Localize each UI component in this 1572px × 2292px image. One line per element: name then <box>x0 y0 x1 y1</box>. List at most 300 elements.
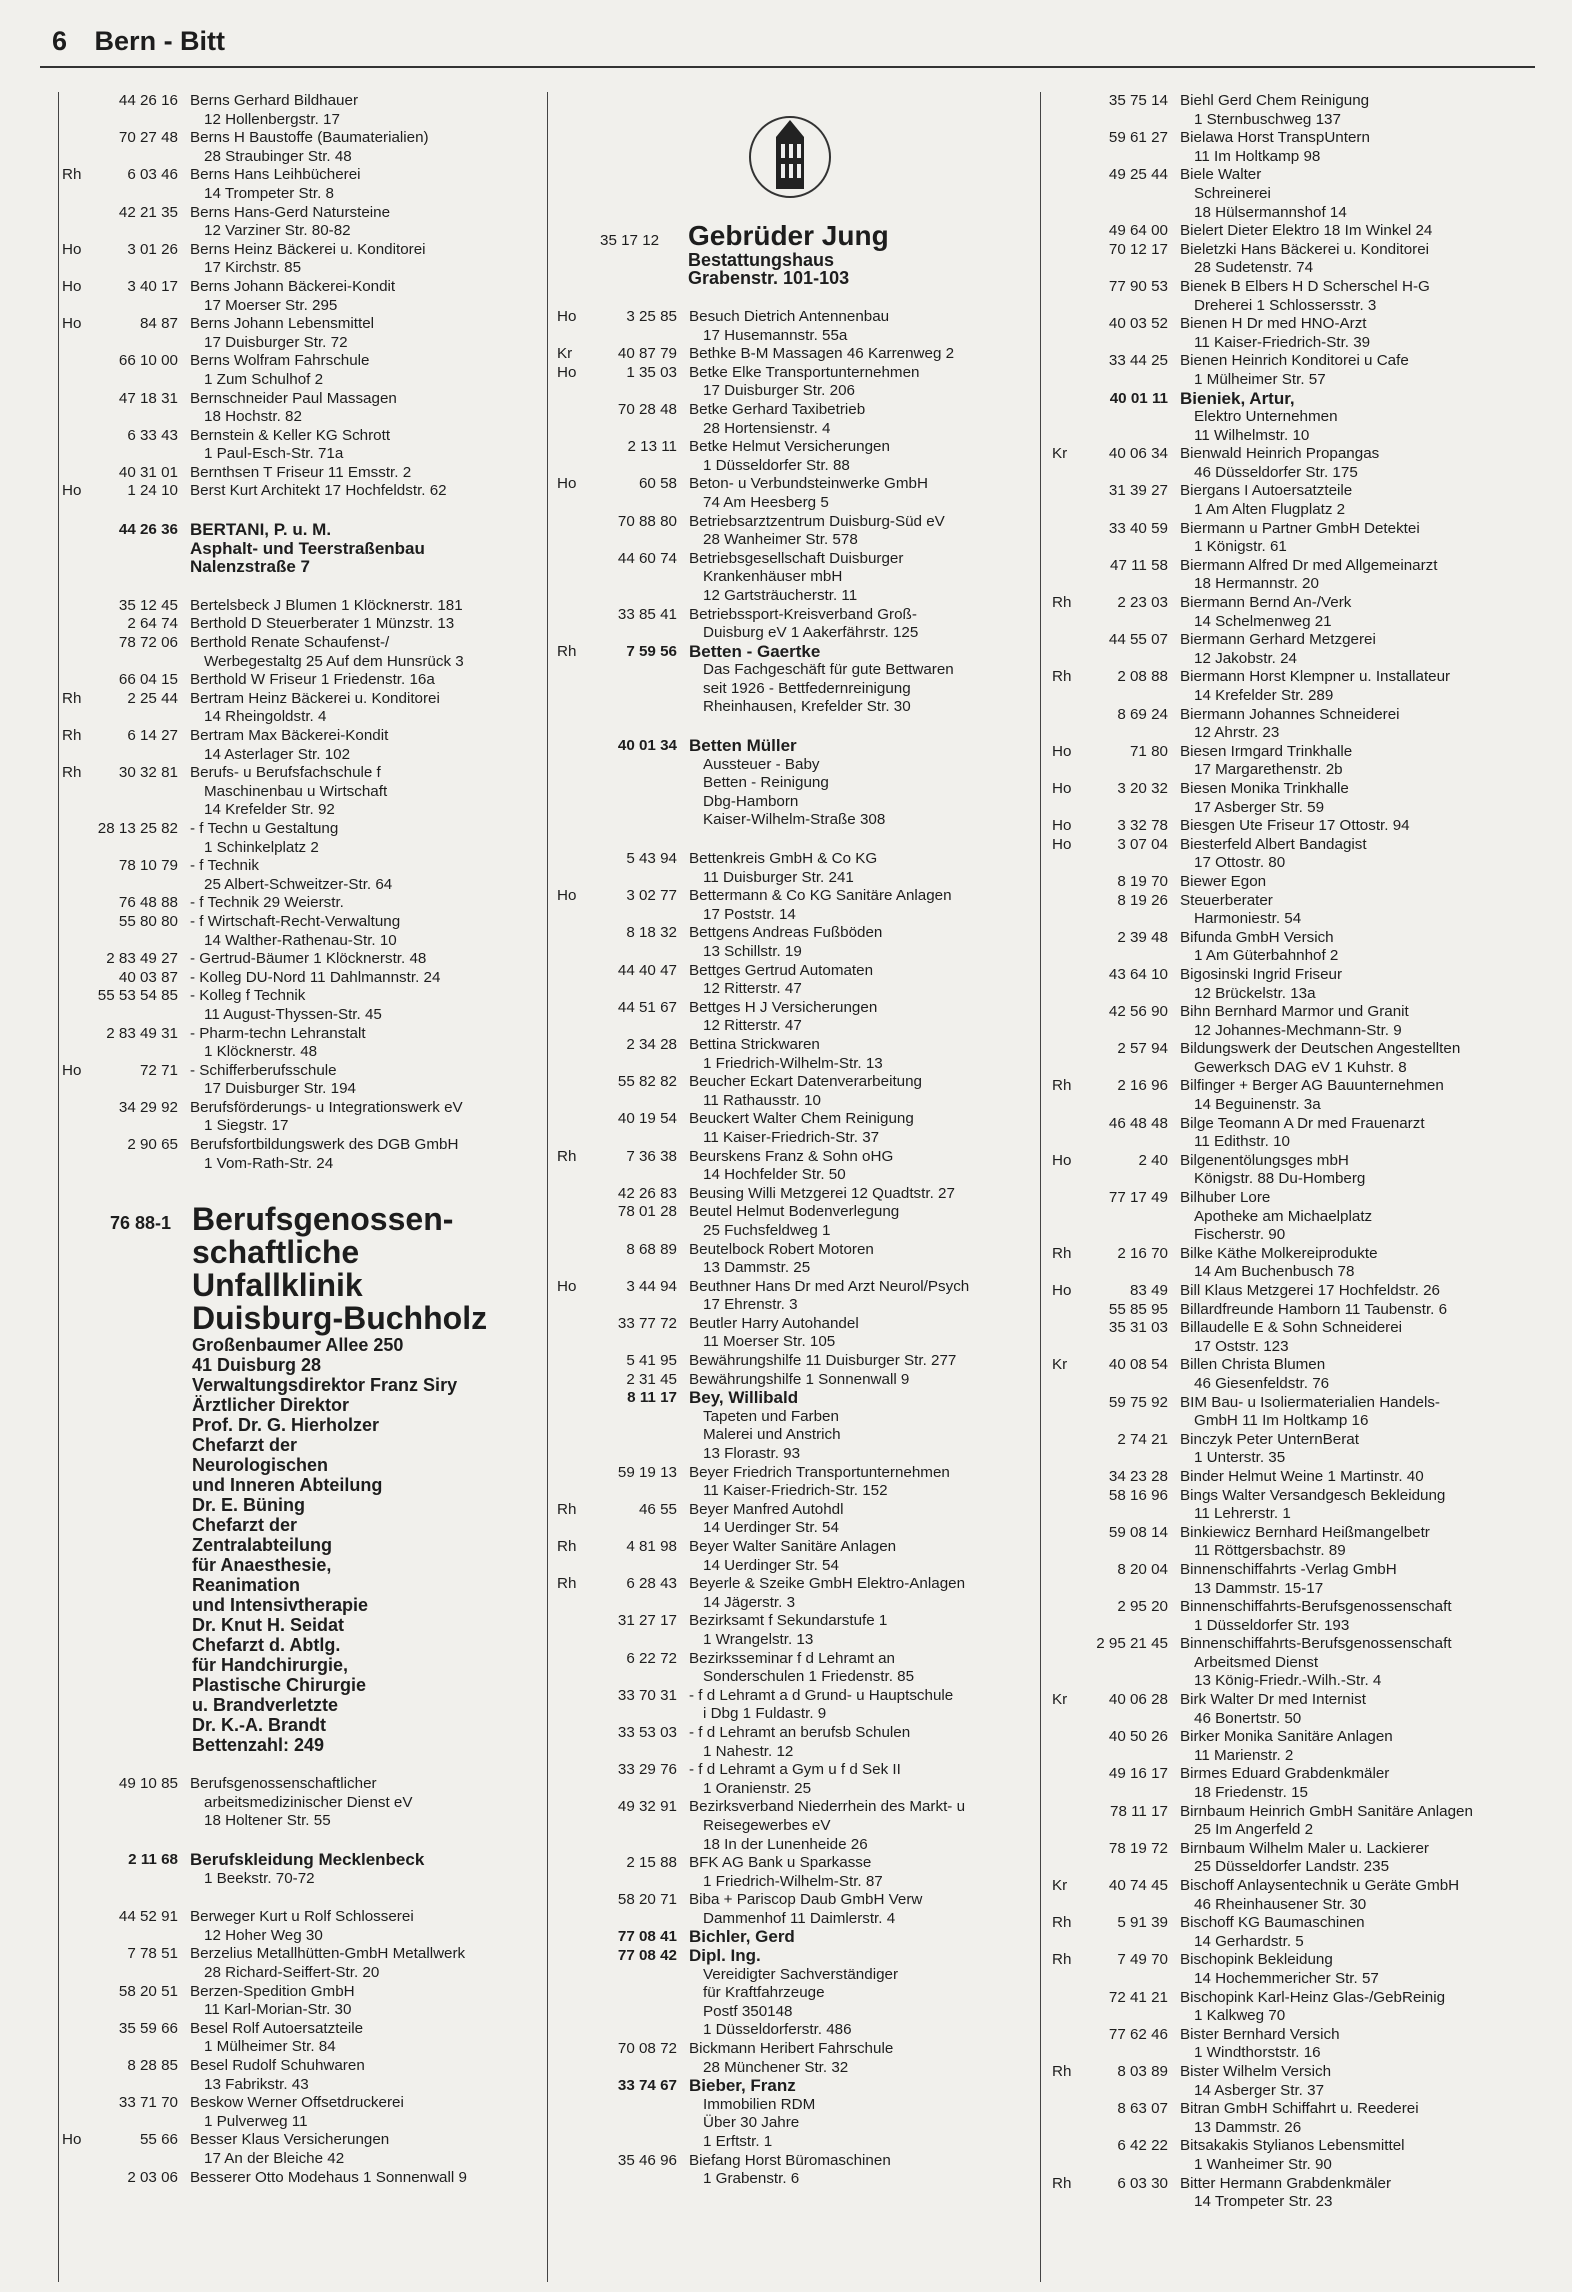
entry-name: Berzen-Spedition GmbH <box>190 1982 355 2000</box>
phone-number: 8 03 89 <box>1117 2062 1168 2080</box>
entry-name: Binnenschiffahrts-Berufsgenossenschaft <box>1180 1598 1452 1616</box>
entry-detail: 11 Kaiser-Friedrich-Str. 152 <box>703 1482 888 1500</box>
klinik-line: Verwaltungsdirektor Franz Siry <box>192 1375 458 1396</box>
area-code: Ho <box>557 475 577 493</box>
entry-name: Bewährungshilfe 11 Duisburger Str. 277 <box>689 1352 957 1370</box>
entry-name: Beuckert Walter Chem Reinigung <box>689 1110 914 1128</box>
entry-name: Betriebsarztzentrum Duisburg-Süd eV <box>689 512 945 530</box>
klinik-line: und Intensivtherapie <box>192 1595 369 1616</box>
phone-number: 40 08 54 <box>1108 1356 1168 1374</box>
area-code: Rh <box>1052 2062 1072 2080</box>
entry-detail: Reisegewerbes eV <box>703 1816 831 1834</box>
entry-name: Bienek B Elbers H D Scherschel H-G <box>1180 277 1430 295</box>
phone-number: 31 27 17 <box>617 1612 677 1630</box>
listing-entry <box>62 2057 542 2094</box>
area-code: Ho <box>1052 742 1072 760</box>
listing-entry <box>555 1538 1035 1575</box>
phone-number: 77 08 41 <box>617 1928 677 1946</box>
entry-name: Besel Rolf Autoersatzteile <box>190 2019 364 2037</box>
listing-entry <box>1046 706 1536 743</box>
column-rule <box>1040 92 1041 2282</box>
entry-detail: 14 Asterlager Str. 102 <box>204 745 351 763</box>
entry-name: Bieniek, Artur, <box>1180 388 1295 408</box>
listing-entry <box>1046 1765 1536 1802</box>
phone-number: 5 41 95 <box>626 1352 677 1370</box>
area-code: Rh <box>1052 668 1072 686</box>
area-code: Ho <box>62 277 82 295</box>
entry-name: Beuthner Hans Dr med Arzt Neurol/Psych <box>689 1277 970 1295</box>
entry-name: Bielert Dieter Elektro 18 Im Winkel 24 <box>1180 222 1433 240</box>
entry-detail: Arbeitsmed Dienst <box>1194 1653 1319 1671</box>
phone-number: 49 25 44 <box>1108 166 1168 184</box>
phone-number: 35 31 03 <box>1108 1319 1168 1337</box>
entry-detail: 14 Rheingoldstr. 4 <box>204 708 327 726</box>
phone-number: 1 35 03 <box>626 363 677 381</box>
entry-name: Biesgen Ute Friseur 17 Ottostr. 94 <box>1180 817 1410 835</box>
area-code: Ho <box>62 482 82 500</box>
phone-number: 2 15 88 <box>626 1854 677 1872</box>
phone-number: 59 08 14 <box>1108 1523 1168 1541</box>
listing-entry <box>1046 92 1536 129</box>
entry-detail: 18 Friedenstr. 15 <box>1194 1784 1308 1802</box>
entry-detail: 1 Pulverweg 11 <box>204 2112 308 2130</box>
phone-number: 34 23 28 <box>1108 1467 1168 1485</box>
entry-name: BFK AG Bank u Sparkasse <box>689 1854 872 1872</box>
listing-entry <box>1046 1394 1536 1431</box>
phone-number: 6 28 43 <box>626 1575 677 1593</box>
entry-name: Betriebsgesellschaft Duisburger <box>689 549 904 567</box>
entry-detail: 11 Wilhelmstr. 10 <box>1194 426 1310 444</box>
listing-entry <box>62 464 542 483</box>
entry-detail: 74 Am Heesberg 5 <box>703 493 829 511</box>
entry-detail: seit 1926 - Bettfedernreinigung <box>703 679 911 697</box>
listing-entry <box>1046 2100 1536 2137</box>
phone-number: 7 36 38 <box>626 1147 677 1165</box>
phone-number: 43 64 10 <box>1108 965 1168 983</box>
phone-number: 70 88 80 <box>617 512 677 530</box>
listing-entry <box>62 950 542 969</box>
phone-number: 2 11 68 <box>128 1851 178 1869</box>
entry-detail: 14 Hochemmericher Str. 57 <box>1194 1969 1379 1987</box>
listing-entry <box>555 1650 1035 1687</box>
listing-entry <box>1046 1487 1536 1524</box>
listing-entry <box>62 634 542 671</box>
entry-name: Bienwald Heinrich Propangas <box>1180 445 1380 463</box>
area-code: Rh <box>557 642 577 660</box>
listing-entry <box>1046 1077 1536 1114</box>
entry-name: Biergans I Autoersatzteile <box>1180 482 1353 500</box>
phone-number: 40 03 52 <box>1108 315 1168 333</box>
listing-entry <box>62 2020 542 2057</box>
entry-name: Biermann Gerhard Metzgerei <box>1180 631 1376 649</box>
listing-entry <box>1046 1989 1536 2026</box>
entry-detail: Dammenhof 11 Daimlerstr. 4 <box>703 1909 896 1927</box>
entry-detail: Fischerstr. 90 <box>1194 1226 1286 1244</box>
entry-detail: Harmoniestr. 54 <box>1194 910 1302 928</box>
entry-name: Beusing Willi Metzgerei 12 Quadtstr. 27 <box>689 1184 955 1202</box>
area-code: Ho <box>1052 1151 1072 1169</box>
entry-detail: 1 Klöcknerstr. 48 <box>204 1043 318 1061</box>
entry-name: Betke Elke Transportunternehmen <box>689 363 920 381</box>
entry-detail: 18 Hermannstr. 20 <box>1194 575 1319 593</box>
entry-name: Bings Walter Versandgesch Bekleidung <box>1180 1486 1446 1504</box>
phone-number: 70 08 72 <box>617 2040 677 2058</box>
entry-detail: 1 Windthorststr. 16 <box>1194 2044 1321 2062</box>
klinik-line: 41 Duisburg 28 <box>192 1355 322 1376</box>
entry-name: - f Techn u Gestaltung <box>190 819 339 837</box>
entry-detail: 1 Wrangelstr. 13 <box>703 1630 814 1648</box>
listing-entry <box>555 737 1035 830</box>
entry-detail: 17 Kirchstr. 85 <box>204 259 302 277</box>
entry-name: Dipl. Ing. <box>689 1946 761 1966</box>
listing-entry <box>62 129 542 166</box>
entry-name: Berns Heinz Bäckerei u. Konditorei <box>190 240 426 258</box>
klinik-line: Plastische Chirurgie <box>192 1675 367 1696</box>
listing-entry <box>1046 1245 1536 1282</box>
column-rule <box>58 92 59 2282</box>
entry-detail: 18 Hülsermannshof 14 <box>1194 203 1347 221</box>
area-code: Ho <box>1052 835 1072 853</box>
phone-number: 55 53 54 85 <box>97 987 178 1005</box>
entry-name: Beyer Walter Sanitäre Anlagen <box>689 1538 897 1555</box>
entry-detail: 17 Ottostr. 80 <box>1194 854 1286 872</box>
phone-number: 34 29 92 <box>118 1098 178 1116</box>
phone-number: 3 02 77 <box>626 887 677 905</box>
listing-entry <box>62 427 542 464</box>
phone-number: 44 26 36 <box>118 521 178 539</box>
entry-detail: 28 Richard-Seiffert-Str. 20 <box>204 1964 380 1981</box>
entry-detail: Duisburg eV 1 Aakerfährstr. 125 <box>703 624 919 642</box>
entry-name: BERTANI, P. u. M. <box>190 520 332 540</box>
entry-name: Bitter Hermann Grabdenkmäler <box>1180 2174 1392 2192</box>
listing-entry <box>62 1136 542 1173</box>
entry-name: Beutler Harry Autohandel <box>689 1314 859 1332</box>
entry-detail: 28 Wanheimer Str. 578 <box>703 531 858 549</box>
entry-name: - f Technik <box>190 857 259 875</box>
entry-detail: 11 Duisburger Str. 241 <box>703 868 854 886</box>
entry-detail: Dbg-Hamborn <box>703 792 799 810</box>
entry-detail: 1 Sternbuschweg 137 <box>1194 110 1341 128</box>
area-code: Rh <box>1052 1951 1072 1969</box>
listing-entry <box>555 1073 1035 1110</box>
phone-number: 8 19 70 <box>1117 872 1168 890</box>
phone-number: 55 82 82 <box>617 1073 677 1091</box>
listing-entry <box>555 1854 1035 1891</box>
entry-detail: 14 Uerdinger Str. 54 <box>703 1556 839 1574</box>
listing-entry <box>555 1278 1035 1315</box>
entry-detail: Rheinhausen, Krefelder Str. 30 <box>703 698 911 716</box>
klinik-title: Duisburg-Buchholz <box>192 1300 488 1337</box>
entry-detail: 11 Lehrerstr. 1 <box>1194 1505 1291 1523</box>
entry-name: Bilge Teomann A Dr med Frauenarzt <box>1180 1114 1425 1132</box>
listing-entry <box>555 1798 1035 1854</box>
phone-number: 58 20 71 <box>617 1891 677 1909</box>
phone-number: 40 03 87 <box>118 968 178 986</box>
entry-name: Binnenschiffahrts-Berufsgenossenschaft <box>1180 1635 1452 1653</box>
klinik-line: Chefarzt d. Abtlg. <box>192 1635 341 1656</box>
phone-number: 66 04 15 <box>118 671 178 689</box>
entry-detail: 28 Straubinger Str. 48 <box>204 147 352 165</box>
entry-name: Berns Gerhard Bildhauer <box>190 92 358 109</box>
entry-detail: Elektro Unternehmen <box>1194 408 1338 426</box>
phone-number: 3 20 32 <box>1117 779 1168 797</box>
entry-name: Bernthsen T Friseur 11 Emsstr. 2 <box>190 463 412 481</box>
entry-detail: 25 Düsseldorfer Landstr. 235 <box>1194 1858 1390 1876</box>
listing-entry <box>1046 352 1536 389</box>
listing-entry <box>1046 2063 1536 2100</box>
area-code: Kr <box>1052 1877 1068 1894</box>
listing-entry <box>555 550 1035 606</box>
entry-detail: 1 Paul-Esch-Str. 71a <box>204 445 344 463</box>
phone-number: 6 14 27 <box>127 727 178 744</box>
entry-detail: 17 Husemannstr. 55a <box>703 326 848 344</box>
entry-detail: Nalenzstraße 7 <box>190 557 310 577</box>
phone-number: 40 87 79 <box>617 345 677 363</box>
phone-number: 49 32 91 <box>617 1798 677 1816</box>
entry-detail: 1 Nahestr. 12 <box>703 1742 794 1760</box>
entry-name: Biermann Horst Klempner u. Installateur <box>1180 668 1451 686</box>
entry-name: Berns Wolfram Fahrschule <box>190 352 370 370</box>
entry-name: Berthold Renate Schaufenst-/ <box>190 634 390 652</box>
phone-number: 6 03 46 <box>127 166 178 184</box>
phone-number: 3 44 94 <box>626 1277 677 1295</box>
entry-name: Bilhuber Lore <box>1180 1189 1271 1207</box>
phone-number: 78 10 79 <box>118 857 178 875</box>
phone-number: 1 24 10 <box>127 482 178 500</box>
phone-number: 40 01 11 <box>1109 389 1168 407</box>
phone-number: 40 06 34 <box>1108 445 1168 463</box>
entry-detail: 17 Asberger Str. 59 <box>1194 798 1325 816</box>
entry-detail: 12 Ahrstr. 23 <box>1194 724 1280 742</box>
listing-entry <box>555 999 1035 1036</box>
listing-entry <box>555 1612 1035 1649</box>
listing-entry <box>1046 129 1536 166</box>
entry-name: Bettenkreis GmbH & Co KG <box>689 850 878 868</box>
listing-entry <box>1046 1524 1536 1561</box>
entry-name: Berzelius Metallhütten-GmbH Metallwerk <box>190 1945 466 1963</box>
entry-detail: 12 Ritterstr. 47 <box>703 980 802 998</box>
entry-name: Bernstein & Keller KG Schrott <box>190 426 391 444</box>
entry-name: Biehl Gerd Chem Reinigung <box>1180 92 1370 109</box>
phone-number: 7 49 70 <box>1117 1951 1168 1969</box>
phone-number: 3 01 26 <box>127 240 178 258</box>
entry-name: Binnenschiffahrts -Verlag GmbH <box>1180 1560 1397 1578</box>
entry-name: Steuerberater <box>1180 891 1273 909</box>
phone-number: 77 08 42 <box>617 1947 677 1965</box>
listing-entry <box>555 1315 1035 1352</box>
listing-entry <box>62 1775 542 1831</box>
listing-entry <box>1046 1319 1536 1356</box>
entry-name: Betke Gerhard Taxibetrieb <box>689 400 866 418</box>
area-code: Ho <box>62 315 82 333</box>
entry-detail: 1 Mülheimer Str. 84 <box>204 2038 336 2056</box>
entry-name: Bihn Bernhard Marmor und Granit <box>1180 1003 1409 1021</box>
entry-detail: 1 Erftstr. 1 <box>703 2133 773 2150</box>
listing-entry <box>1046 1003 1536 1040</box>
phone-number: 35 75 14 <box>1108 92 1168 109</box>
entry-name: Biermann Johannes Schneiderei <box>1180 705 1400 723</box>
phone-number: 78 11 17 <box>1110 1802 1168 1820</box>
phone-number: 8 63 07 <box>1117 2100 1168 2118</box>
phone-number: 55 80 80 <box>118 912 178 930</box>
entry-detail: 1 Königstr. 61 <box>1194 538 1287 556</box>
klinik-line: Dr. Knut H. Seidat <box>192 1615 345 1636</box>
listing-entry <box>555 1036 1035 1073</box>
listing-entry <box>555 1501 1035 1538</box>
entry-name: Bezirksseminar f d Lehramt an <box>689 1649 895 1667</box>
phone-number: 2 25 44 <box>127 689 178 707</box>
entry-detail: 14 Trompeter Str. 23 <box>1194 2193 1333 2211</box>
entry-name: Besuch Dietrich Antennenbau <box>689 308 890 325</box>
entry-name: Betten - Gaertke <box>689 641 821 661</box>
listing-entry <box>555 513 1035 550</box>
phone-number: 2 83 49 27 <box>106 950 178 968</box>
entry-detail: 1 Zum Schulhof 2 <box>204 370 324 388</box>
entry-name: Bister Bernhard Versich <box>1180 2025 1340 2043</box>
entry-detail: Sonderschulen 1 Friedenstr. 85 <box>703 1668 915 1686</box>
entry-name: Biesen Monika Trinkhalle <box>1180 779 1349 797</box>
phone-number: 7 78 51 <box>127 1945 178 1963</box>
listing-entry <box>62 1945 542 1982</box>
entry-name: Bischopink Bekleidung <box>1180 1951 1333 1969</box>
entry-name: - f d Lehramt a Gym u f d Sek II <box>689 1761 901 1779</box>
entry-name: Biefang Horst Büromaschinen <box>689 2151 891 2169</box>
entry-detail: Malerei und Anstrich <box>703 1426 841 1444</box>
listing-entry <box>62 390 542 427</box>
entry-detail: 28 Münchener Str. 32 <box>703 2058 849 2076</box>
entry-name: Bienen H Dr med HNO-Arzt <box>1180 315 1367 333</box>
phone-number: 6 22 72 <box>626 1649 677 1667</box>
listing-entry <box>1046 1728 1536 1765</box>
listing-entry <box>62 1851 542 1888</box>
klinik-title: Berufsgenossen- <box>192 1201 454 1238</box>
listing-entry <box>1046 1040 1536 1077</box>
entry-detail: Gewerksch DAG eV 1 Kuhstr. 8 <box>1194 1058 1407 1076</box>
entry-name: Beutel Helmut Bodenverlegung <box>689 1203 900 1221</box>
listing-entry <box>1046 1431 1536 1468</box>
area-code: Ho <box>62 1061 82 1079</box>
listing-entry <box>62 521 542 577</box>
phone-number: 3 32 78 <box>1117 817 1168 835</box>
listing-entry <box>1046 390 1536 446</box>
entry-name: Bettges H J Versicherungen <box>689 998 878 1016</box>
phone-number: 72 41 21 <box>1108 1988 1168 2006</box>
listing-entry <box>62 987 542 1024</box>
entry-detail: Aussteuer - Baby <box>703 755 820 773</box>
phone-number: 3 07 04 <box>1117 835 1168 853</box>
entry-detail: 13 Dammstr. 25 <box>703 1259 811 1277</box>
entry-detail: 1 Friedrich-Wilhelm-Str. 13 <box>703 1054 883 1072</box>
listing-entry <box>1046 1840 1536 1877</box>
listing-entry <box>555 606 1035 643</box>
listing-entry <box>555 1947 1035 2040</box>
listing-entry <box>555 475 1035 512</box>
klinik-line: Reanimation <box>192 1575 301 1596</box>
area-code: Rh <box>62 727 82 744</box>
listing-entry <box>1046 2026 1536 2063</box>
listing-entry <box>555 1891 1035 1928</box>
klinik-line: Dr. E. Büning <box>192 1495 306 1516</box>
entry-detail: 17 Duisburger Str. 194 <box>204 1080 356 1098</box>
phone-number: 83 49 <box>1129 1282 1168 1299</box>
phone-number: 49 16 17 <box>1108 1765 1168 1783</box>
listing-entry <box>62 764 542 820</box>
phone-number: 76 48 88 <box>118 894 178 912</box>
jung-address: Grabenstr. 101-103 <box>688 268 850 288</box>
entry-name: Besser Klaus Versicherungen <box>190 2131 390 2149</box>
listing-entry <box>555 962 1035 999</box>
phone-number: 47 11 58 <box>1110 556 1168 574</box>
listing-entry <box>555 1389 1035 1463</box>
entry-name: Binkiewicz Bernhard Heißmangelbetr <box>1180 1523 1430 1541</box>
entry-detail: 1 Vom-Rath-Str. 24 <box>204 1154 334 1172</box>
entry-name: Bertelsbeck J Blumen 1 Klöcknerstr. 181 <box>190 596 463 614</box>
entry-name: Bildungswerk der Deutschen Angestellten <box>1180 1040 1461 1058</box>
entry-name: Biermann Alfred Dr med Allgemeinarzt <box>1180 556 1438 574</box>
area-code: Ho <box>557 363 577 381</box>
listing-entry <box>1046 482 1536 519</box>
entry-detail: Schreinerei <box>1194 184 1271 202</box>
listing-entry <box>1046 315 1536 352</box>
phone-number: 8 20 04 <box>1117 1560 1168 1578</box>
entry-name: Bilke Käthe Molkereiprodukte <box>1180 1244 1378 1262</box>
entry-detail: Betten - Reinigung <box>703 774 829 792</box>
listing-entry <box>1046 873 1536 892</box>
listing-entry <box>1046 1356 1536 1393</box>
listing-entry <box>1046 1914 1536 1951</box>
entry-detail: Dreherei 1 Schlossersstr. 3 <box>1194 296 1377 314</box>
klinik-title: Unfallklinik <box>192 1267 363 1304</box>
phone-number: 3 25 85 <box>626 308 677 325</box>
area-code: Rh <box>62 764 82 782</box>
entry-detail: 14 Uerdinger Str. 54 <box>703 1519 839 1537</box>
listing-entry <box>62 1025 542 1062</box>
phone-number: 55 85 95 <box>1108 1300 1168 1318</box>
column-3 <box>1046 92 1536 2212</box>
entry-detail: 1 Friedrich-Wilhelm-Str. 87 <box>703 1872 883 1890</box>
listing-entry <box>1046 1598 1536 1635</box>
listing-entry <box>1046 966 1536 1003</box>
phone-number: 58 16 96 <box>1108 1486 1168 1504</box>
entry-detail: 1 Am Güterbahnhof 2 <box>1194 947 1339 965</box>
entry-name: Billardfreunde Hamborn 11 Taubenstr. 6 <box>1180 1300 1448 1318</box>
entry-name: - f d Lehramt a d Grund- u Hauptschule <box>689 1686 954 1704</box>
entry-name: Bielawa Horst TranspUntern <box>1180 129 1370 147</box>
listing-entry <box>555 1724 1035 1761</box>
entry-detail: 14 Trompeter Str. 8 <box>204 184 334 202</box>
entry-detail: 1 Grabenstr. 6 <box>703 2170 800 2188</box>
entry-name: Berns Hans-Gerd Natursteine <box>190 203 391 221</box>
entry-name: Bichler, Gerd <box>689 1927 795 1947</box>
area-code: Ho <box>62 2131 82 2149</box>
phone-number: 33 77 72 <box>617 1314 677 1332</box>
phone-number: 2 64 74 <box>127 615 178 633</box>
phone-number: 33 53 03 <box>617 1723 677 1741</box>
entry-name: - Schifferberufsschule <box>190 1061 337 1079</box>
phone-number: 44 51 67 <box>617 998 677 1016</box>
listing-entry <box>555 2152 1035 2189</box>
phone-number: 42 56 90 <box>1108 1003 1168 1021</box>
phone-number: 78 01 28 <box>617 1203 677 1221</box>
entry-detail: 25 Im Angerfeld 2 <box>1194 1821 1314 1839</box>
entry-name: Bischopink Karl-Heinz Glas-/GebReinig <box>1180 1988 1446 2006</box>
phone-number: 6 33 43 <box>127 426 178 444</box>
listing-entry <box>1046 743 1536 780</box>
listing-entry <box>62 2131 542 2168</box>
entry-name: Biermann u Partner GmbH Detektei <box>1180 519 1420 537</box>
klinik-line: für Anaesthesie, <box>192 1555 332 1576</box>
area-code: Rh <box>62 166 82 184</box>
